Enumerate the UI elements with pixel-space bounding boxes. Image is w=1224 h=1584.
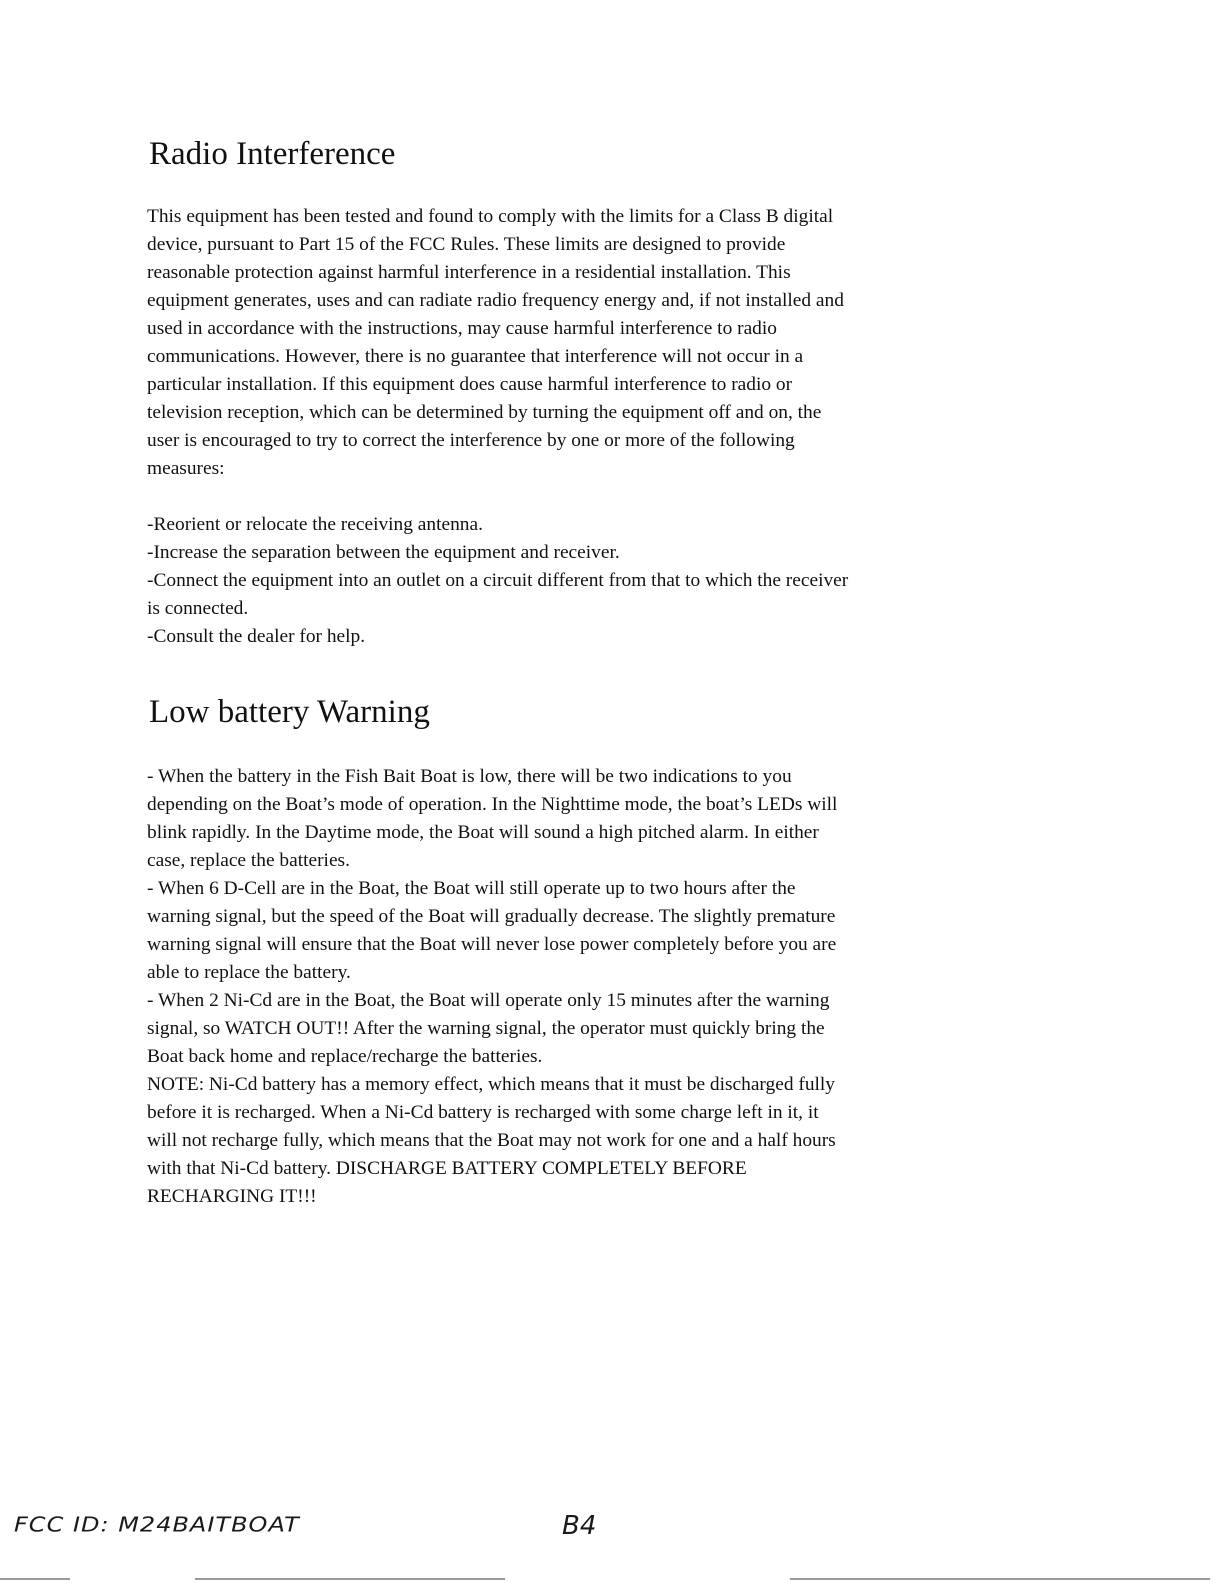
paragraph-line: reasonable protection against harmful interference in a residential installation. This (147, 262, 791, 283)
radio-interference-paragraph (147, 203, 1017, 483)
paragraph-line: depending on the Boat’s mode of operation. In the Nighttime mode, the boat’s LEDs will (147, 794, 838, 815)
paragraph-line: case, replace the batteries. (147, 850, 350, 871)
paragraph-line: This equipment has been tested and found to comply with the limits for a Class B digital (147, 206, 834, 227)
paragraph-line: - When 6 D-Cell are in the Boat, the Boat will still operate up to two hours after the (147, 878, 796, 899)
paragraph-line: used in accordance with the instructions, may cause harmful interference to radio (147, 318, 777, 339)
paragraph-line: blink rapidly. In the Daytime mode, the Boat will sound a high pitched alarm. In either (147, 822, 819, 843)
paragraph-line: particular installation. If this equipment does cause harmful interference to radio or (147, 374, 793, 395)
paragraph-line: will not recharge fully, which means that the Boat may not work for one and a half hours (147, 1130, 836, 1151)
low-battery-warning-paragraph (147, 763, 1017, 1211)
scan-edge-mark (195, 1578, 505, 1580)
measure-item: -Reorient or relocate the receiving antenna. (147, 514, 483, 535)
measure-item: -Increase the separation between the equipment and receiver. (147, 542, 620, 563)
paragraph-line: - When the battery in the Fish Bait Boat is low, there will be two indications to you (147, 766, 792, 787)
paragraph-line: device, pursuant to Part 15 of the FCC Rules. These limits are designed to provide (147, 234, 786, 255)
measure-item: -Connect the equipment into an outlet on a circuit different from that to which the receiver (147, 570, 849, 591)
measure-item: is connected. (147, 598, 249, 619)
paragraph-line: - When 2 Ni-Cd are in the Boat, the Boat will operate only 15 minutes after the warning (147, 990, 830, 1011)
measure-item: -Consult the dealer for help. (147, 626, 366, 647)
interference-measures-list (147, 511, 1017, 651)
paragraph-line: communications. However, there is no guarantee that interference will not occur in a (147, 346, 804, 367)
paragraph-line: equipment generates, uses and can radiate radio frequency energy and, if not installed and (147, 290, 844, 311)
paragraph-line: before it is recharged. When a Ni-Cd battery is recharged with some charge left in it, it (147, 1102, 819, 1123)
paragraph-line: warning signal will ensure that the Boat will never lose power completely before you are (147, 934, 837, 955)
handwritten-page-number: B4 (562, 1511, 597, 1541)
handwritten-fcc-id: FCC ID: M24BAITBOAT (14, 1513, 300, 1537)
paragraph-line: RECHARGING IT!!! (147, 1186, 317, 1207)
paragraph-line: measures: (147, 458, 225, 479)
paragraph-line: Boat back home and replace/recharge the batteries. (147, 1046, 543, 1067)
low-battery-warning-heading: Low battery Warning (149, 694, 430, 730)
paragraph-line: with that Ni-Cd battery. DISCHARGE BATTERY COMPLETELY BEFORE (147, 1158, 747, 1179)
paragraph-line: television reception, which can be determined by turning the equipment off and on, the (147, 402, 822, 423)
radio-interference-heading: Radio Interference (149, 136, 396, 172)
paragraph-line: able to replace the battery. (147, 962, 351, 983)
paragraph-line: NOTE: Ni-Cd battery has a memory effect, which means that it must be discharged fully (147, 1074, 836, 1095)
paragraph-line: warning signal, but the speed of the Boat will gradually decrease. The slightly premature (147, 906, 836, 927)
paragraph-line: signal, so WATCH OUT!! After the warning signal, the operator must quickly bring the (147, 1018, 825, 1039)
scan-edge-mark (790, 1578, 1210, 1580)
scan-edge-mark (0, 1578, 70, 1580)
paragraph-line: user is encouraged to try to correct the interference by one or more of the following (147, 430, 795, 451)
